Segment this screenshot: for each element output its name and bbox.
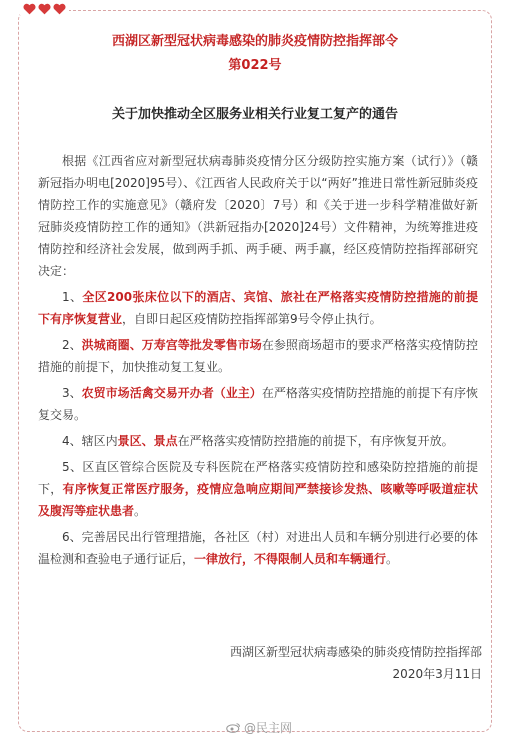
issuing-organization: 西湖区新型冠状病毒感染的肺炎疫情防控指挥部 <box>229 645 482 659</box>
watermark <box>226 719 292 736</box>
item-5: 5、区直区管综合医院及专科医院在严格落实疫情防控和感染防控措施的前提下，有序恢复正常医疗服务，疫情应急响应期间严禁接诊发热、咳嗽等呼吸道症状及腹泻等症状患者。 <box>38 460 478 518</box>
issue-date: 2020年3月11日 <box>392 667 482 681</box>
heart-icon <box>53 3 66 15</box>
notice-subtitle: 关于加快推动全区服务业相关行业复工复产的通告 <box>111 107 398 122</box>
notice-body <box>38 150 478 570</box>
order-title: 西湖区新型冠状病毒感染的肺炎疫情防控指挥部令 <box>111 34 398 49</box>
signature-block <box>230 641 482 685</box>
watermark-text: @民主网 <box>244 721 293 735</box>
item-1: 1、全区200张床位以下的酒店、宾馆、旅社在严格落实疫情防控措施的前提下有序恢复营业，自即日起区疫情防控指挥部第9号令停止执行。 <box>38 290 478 326</box>
item-3: 3、农贸市场活禽交易开办者（业主）在严格落实疫情防控措施的前提下有序恢复交易。 <box>38 386 478 422</box>
order-number: 第022号 <box>228 58 282 73</box>
heart-decoration <box>20 3 69 15</box>
item-4: 4、辖区内景区、景点在严格落实疫情防控措施的前提下，有序恢复开放。 <box>62 434 454 448</box>
heart-icon <box>38 3 51 15</box>
item-6: 6、完善居民出行管理措施，各社区（村）对进出人员和车辆分别进行必要的体温检测和查验电子通行证后，一律放行，不得限制人员和车辆通行。 <box>38 530 478 566</box>
item-2: 2、洪城商圈、万寿宫等批发零售市场在参照商场超市的要求严格落实疫情防控措施的前提下，加快推动复工复业。 <box>38 338 478 374</box>
intro-paragraph: 根据《江西省应对新型冠状病毒肺炎疫情分区分级防控实施方案（试行）》（赣新冠指办明电[2020]95号）、《江西省人民政府关于以“两好”推进日常性新冠肺炎疫情防控工作的实施意见》（赣府发〔2020〕7号）和《关于进一步科学精准做好新冠肺炎疫情防控工作的通知》（洪新冠指办[2020]24号）文件精神，为统筹推进疫情防控和经济社会发展，做到两手抓、两手硬、两手赢，经区疫情防控指挥部研究决定： <box>38 154 478 278</box>
weibo-icon <box>226 722 241 733</box>
heart-icon <box>23 3 36 15</box>
